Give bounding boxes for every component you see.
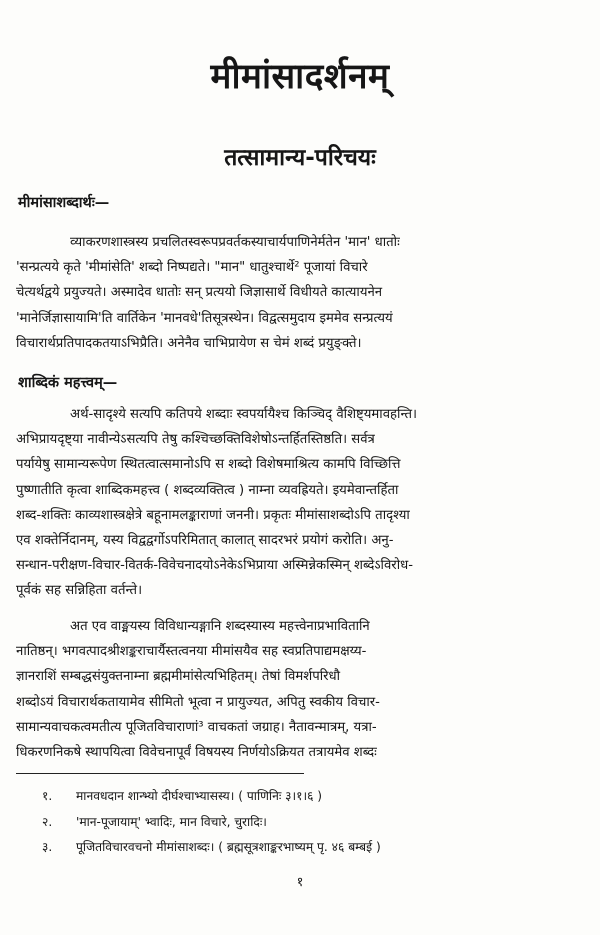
text-line: सन्धान-परीक्षण-विचार-वितर्क-विवेचनादयोऽनेकेऽभिप्राया अस्मिन्नेकस्मिन् शब्देऽविरोध- — [16, 558, 413, 574]
page-title: मीमांसादर्शनम् — [210, 57, 390, 97]
footnote-item — [42, 835, 582, 861]
text-line: 'सन्प्रत्यये कृते 'मीमांसेति' शब्दो निष्पद्यते। "मान" धातुश्चार्थे² पूजायां विचारे — [16, 260, 368, 276]
footnote-number: १. — [42, 789, 53, 803]
footnote-number: २. — [42, 814, 53, 829]
paragraph-significance-2 — [16, 614, 586, 765]
text-line: पूर्वकं सह सन्निहिता वर्तन्ते। — [16, 583, 143, 599]
footnote-text: मानवधदान शान्भ्यो दीर्घश्चाभ्यासस्य। ( पाणिनिः ३।१।६ ) — [76, 789, 323, 803]
paragraph-meaning — [16, 230, 586, 356]
footnote-divider — [16, 773, 304, 774]
text-line: धिकरणनिकषे स्थापयित्वा विवेचनापूर्वं विषयस्य निर्णयोऽक्रियत तत्रायमेव शब्दः — [16, 744, 377, 760]
text-line: अत एव वाङ्मयस्य विविधान्यङ्गानि शब्दस्यास्य महत्त्वेनाप्रभावितानि — [70, 619, 370, 634]
section-heading-meaning: मीमांसाशब्दार्थः— — [18, 195, 110, 211]
text-line: अभिप्रायदृष्ट्या नावीन्येऽसत्यपि तेषु कश्चिच्छक्तिविशेषोऽन्तर्हितस्तिष्ठति। सर्वत्र — [16, 432, 375, 448]
text-line: नातिष्ठन्। भगवत्पादश्रीशङ्कराचार्यैस्तत्वनया मीमांसयैव सह स्वप्रतिपाद्यमक्षय्य- — [16, 644, 367, 660]
text-line: ज्ञानराशिं सम्बद्धसंयुक्तनाम्ना ब्रह्ममीमांसेत्यभिहितम्। तेषां विमर्शपरिधौ — [16, 669, 341, 685]
text-line: शब्द-शक्तिः काव्यशास्त्रक्षेत्रे बहूनामलङ्काराणां जननी। प्रकृतः मीमांसाशब्दोऽपि तादृश्या — [16, 507, 410, 523]
text-line: शब्दोऽयं विचारार्थकतायामेव सीमितो भूत्वा न प्रायुज्यत, अपितु स्वकीय विचार- — [16, 694, 380, 710]
footnote-number: ३. — [42, 840, 53, 854]
page-subtitle: तत्सामान्य-परिचयः — [224, 145, 376, 171]
text-line: पुष्णातीति कृत्वा शाब्दिकमहत्त्व ( शब्दव्यक्तित्व ) नाम्ना व्यवह्रियते। इयमेवान्तर्हिता — [16, 482, 399, 498]
footnote-item — [42, 784, 582, 810]
footnotes — [42, 784, 582, 861]
footnote-text: 'मान-पूजायाम्' भ्वादिः, मान विचारे, चुरादिः। — [76, 814, 267, 829]
text-line: एव शक्तेर्निदानम्, यस्य विद्वद्वर्गोऽपरिमितात् कालात् सादरभरं प्रयोगं करोति। अनु- — [16, 532, 394, 548]
text-line: सामान्यवाचकत्वमतीत्य पूजितविचाराणां³ वाचकतां जग्राह। नैतावन्मात्रम्, यत्रा- — [16, 719, 377, 735]
text-line: 'मानेर्जिज्ञासायामि'ति वार्तिकेन 'मानवधे'तिसूत्रस्थेन। विद्वत्समुदाय इममेव सन्प्रत्ययं — [16, 310, 393, 326]
text-line: व्याकरणशास्त्रस्य प्रचलितस्वरूपप्रवर्तकस्याचार्यपाणिनेर्मतेन 'मान' धातोः — [70, 235, 400, 250]
section-heading-significance: शाब्दिकं महत्त्वम्— — [18, 375, 118, 391]
paragraph-significance-1 — [16, 402, 586, 604]
text-line: चेत्यर्थद्वये प्रयुज्यते। अस्मादेव धातोः सन् प्रत्ययो जिज्ञासार्थे विधीयते कात्यायनेन — [16, 285, 383, 301]
text-line: अर्थ-सादृश्ये सत्यपि कतिपये शब्दाः स्वपर्यायैश्च किञ्चिद् वैशिष्ट्यमावहन्ति। — [70, 407, 418, 422]
text-line: पर्यायेषु सामान्यरूपेण स्थितत्वात्समानोऽपि स शब्दो विशेषमाश्रित्य कामपि विच्छित्ति — [16, 457, 401, 473]
footnote-item — [42, 810, 582, 836]
footnote-text: पूजितविचारवचनो मीमांसाशब्दः। ( ब्रह्मसूत्रशाङ्करभाष्यम् पृ. ४६ बम्बई ) — [76, 840, 381, 854]
text-line: विचारार्थप्रतिपादकतयाऽभिप्रैति। अनेनैव चाभिप्रायेण स चेमं शब्दं प्रयुङ्क्ते। — [16, 335, 362, 351]
page-number: १ — [296, 875, 304, 890]
